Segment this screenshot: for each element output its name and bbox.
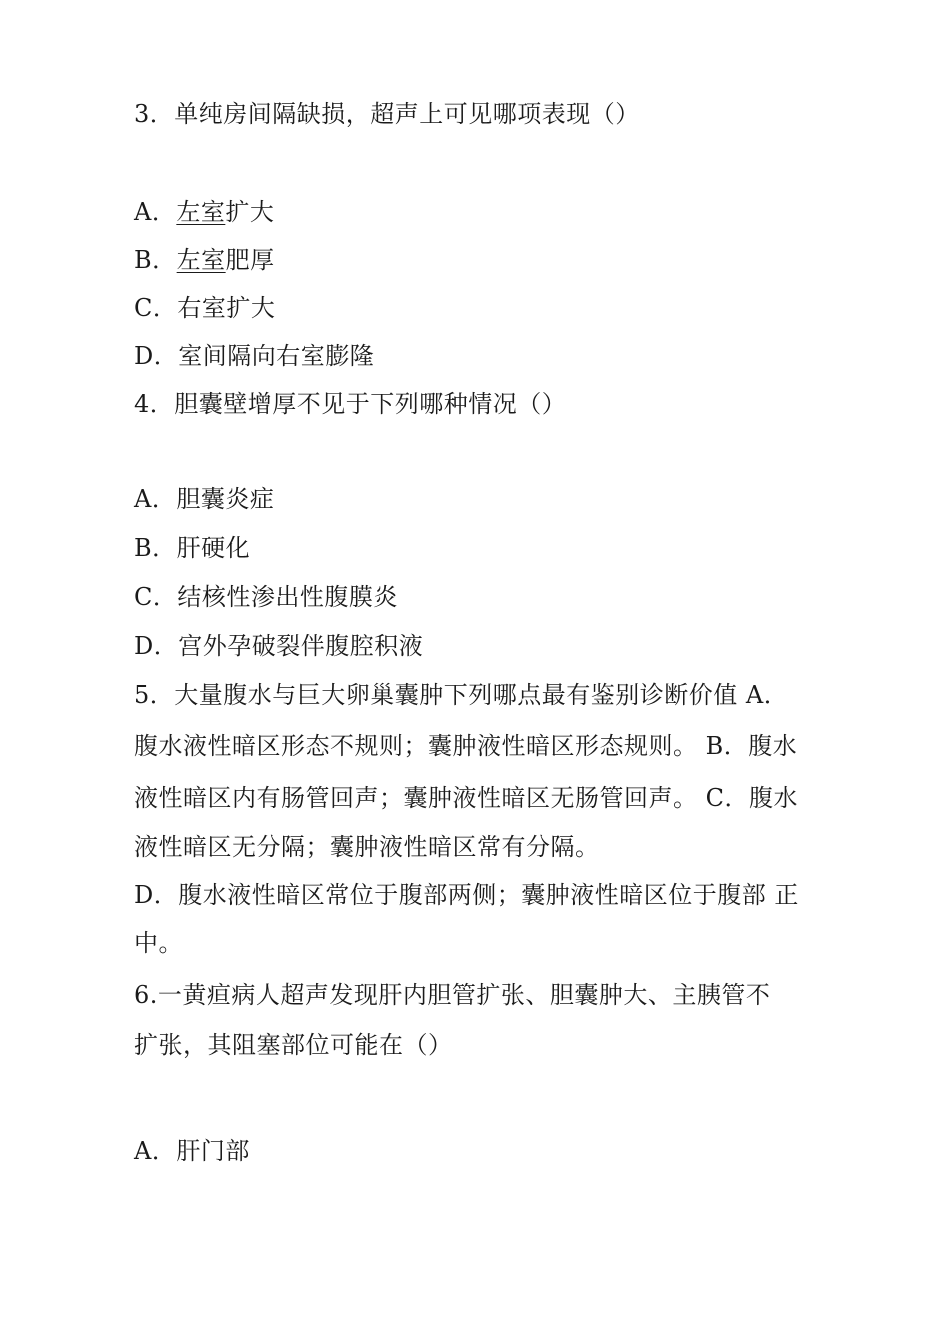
question-5-line: 中。 <box>134 929 183 957</box>
option-underlined-term: 左室 <box>176 246 226 274</box>
question-5-line: 液性暗区内有肠管回声；囊肿液性暗区无肠管回声。 C．腹水 <box>134 784 798 812</box>
option-letter: D． <box>134 632 179 660</box>
option-text: 右室扩大 <box>177 294 276 322</box>
question-5-line: 液性暗区无分隔；囊肿液性暗区常有分隔。 <box>134 833 600 861</box>
question-4-option-c <box>134 582 834 612</box>
option-text: 肥厚 <box>225 246 275 274</box>
question-4-stem: 4．胆囊壁增厚不见于下列哪种情况（） <box>134 390 567 418</box>
question-6-option-a <box>134 1136 834 1166</box>
question-5-line: 5．大量腹水与巨大卵巢囊肿下列哪点最有鉴别诊断价值 A． <box>134 681 789 709</box>
option-text: 宫外孕破裂伴腹腔积液 <box>178 632 424 660</box>
option-text: 室间隔向右室膨隆 <box>178 342 375 370</box>
question-3-option-c <box>134 293 834 323</box>
option-letter: C． <box>134 294 178 322</box>
option-letter: A． <box>134 485 177 513</box>
question-3-stem: 3．单纯房间隔缺损，超声上可见哪项表现（） <box>134 100 640 128</box>
option-text: 肝硬化 <box>176 534 251 562</box>
option-underlined-term: 左室 <box>176 198 226 226</box>
question-4-option-b <box>134 533 834 563</box>
option-letter: A． <box>134 1137 177 1165</box>
option-letter: A． <box>134 198 177 226</box>
option-letter: D． <box>134 342 179 370</box>
question-5-line: 腹水液性暗区形态不规则；囊肿液性暗区形态规则。 B．腹水 <box>134 732 798 760</box>
question-4-option-a <box>134 484 834 514</box>
option-text: 结核性渗出性腹膜炎 <box>177 583 398 611</box>
question-3-option-b <box>134 245 834 275</box>
option-text: 肝门部 <box>176 1137 250 1165</box>
option-letter: C． <box>134 583 178 611</box>
question-6-line: 扩张，其阻塞部位可能在（） <box>134 1031 453 1059</box>
option-text: 扩大 <box>225 198 275 226</box>
option-text: 胆囊炎症 <box>176 485 275 513</box>
option-letter: B． <box>134 534 177 562</box>
question-3-option-a <box>134 197 834 227</box>
question-3-option-d <box>134 341 834 371</box>
question-6-line: 6.一黄疸病人超声发现肝内胆管扩张、胆囊肿大、主胰管不 <box>134 981 771 1009</box>
question-4-option-d <box>134 631 834 661</box>
option-letter: B． <box>134 246 177 274</box>
question-5-line: D．腹水液性暗区常位于腹部两侧；囊肿液性暗区位于腹部 正 <box>134 881 799 909</box>
